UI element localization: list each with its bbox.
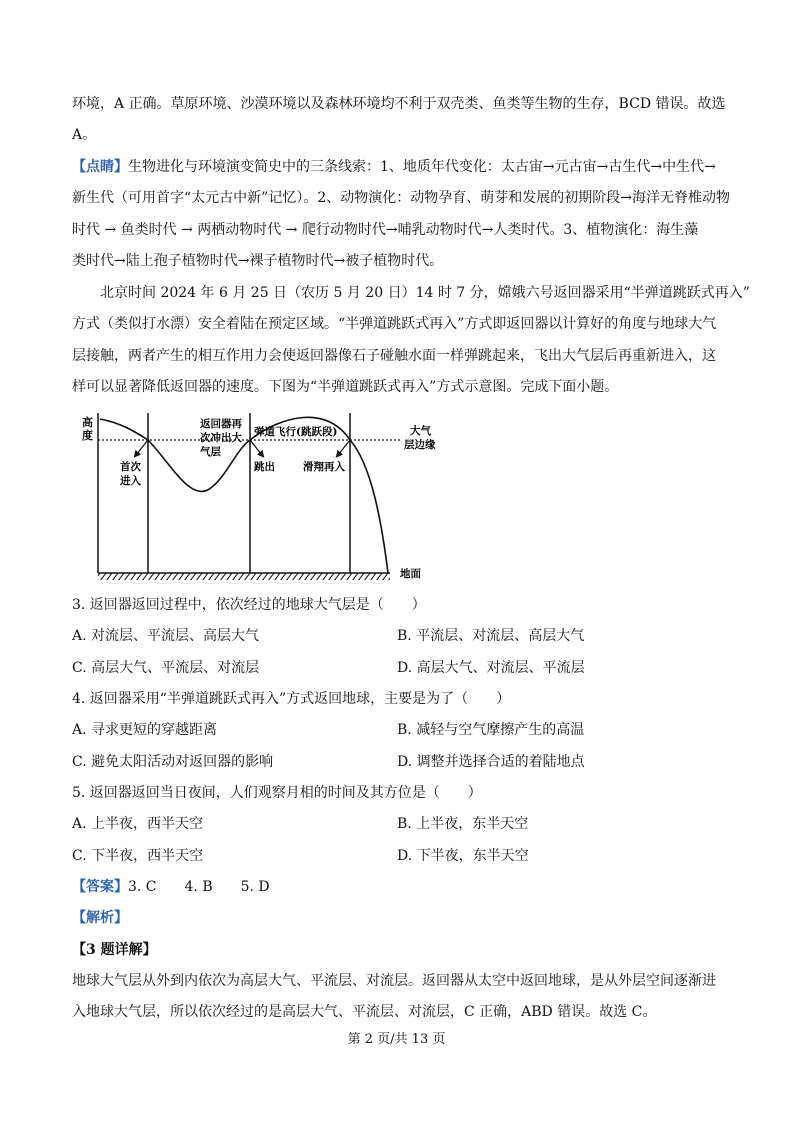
first-entry-label-2: 进入 xyxy=(120,475,141,487)
answer-line xyxy=(72,878,270,896)
semi-ballistic-reentry-diagram xyxy=(82,405,442,585)
q4-option-b: B. 减轻与空气摩擦产生的高温 xyxy=(397,722,585,738)
dianjing-line-4: 类时代→陆上孢子植物时代→裸子植物时代→被子植物时代。 xyxy=(72,253,444,269)
box-label-2: 次冲出大 xyxy=(200,432,242,444)
q3-option-a: A. 对流层、平流层、高层大气 xyxy=(72,628,260,644)
q5-option-b: B. 上半夜，东半天空 xyxy=(397,816,529,832)
passage-line-1: 北京时间 2024 年 6 月 25 日（农历 5 月 20 日）14 时 7 分，嫦娥六号返回器采用“半弹道跳跃式再入” xyxy=(100,285,750,301)
q3-option-d: D. 高层大气、对流层、平流层 xyxy=(397,660,585,676)
q5-option-c: C. 下半夜，西半天空 xyxy=(72,848,204,864)
dianjing-text-1: 生物进化与环境演变简史中的三条线索：1、地质年代变化：太古宙→元古宙→古生代→中生代→ xyxy=(128,159,716,175)
q3-detail-line-2: 入地球大气层，所以依次经过的是高层大气、平流层、对流层，C 正确，ABD 错误。故选 C。 xyxy=(72,1004,657,1020)
intro-line-1: 环境，A 正确。草原环境、沙漠环境以及森林环境均不利于双壳类、鱼类等生物的生存，BCD 错误。故选 xyxy=(72,96,726,112)
question-3-stem: 3. 返回器返回过程中，依次经过的地球大气层是（ ） xyxy=(72,597,426,613)
analysis-tag: 【解析】 xyxy=(72,910,128,926)
box-label-1: 返回器再 xyxy=(200,418,242,430)
q4-option-c: C. 避免太阳活动对返回器的影响 xyxy=(72,754,274,770)
q3-detail-tag: 【3 题详解】 xyxy=(72,942,157,958)
jump-out-label: 跳出 xyxy=(254,461,275,473)
first-entry-label-1: 首次 xyxy=(120,461,141,473)
box-label-3: 气层 xyxy=(200,446,221,458)
q4-option-d: D. 调整并选择合适的着陆地点 xyxy=(397,754,585,770)
dianjing-line-2: 新生代（可用首字“太元古中新”记忆）。2、动物演化：动物孕育、萌芽和发展的初期阶段→海洋无脊椎动物 xyxy=(72,190,730,206)
question-5-stem: 5. 返回器返回当日夜间，人们观察月相的时间及其方位是（ ） xyxy=(72,785,482,801)
dianjing-line-3: 时代 → 鱼类时代 → 两栖动物时代 → 爬行动物时代→哺乳动物时代→人类时代。3、植物演化：海生藻 xyxy=(72,222,699,238)
glide-reentry-label: 滑翔再入 xyxy=(303,461,345,473)
jump-out-arrow xyxy=(250,440,262,455)
first-entry-arrow xyxy=(136,440,148,455)
glide-reentry-arrow xyxy=(338,440,350,455)
q3-option-c: C. 高层大气、平流层、对流层 xyxy=(72,660,260,676)
ground-label: 地面 xyxy=(400,568,421,580)
y-axis-label-1: 高 xyxy=(82,416,93,429)
page-footer: 第 2 页/共 13 页 xyxy=(347,1032,446,1047)
q4-option-a: A. 寻求更短的穿越距离 xyxy=(72,722,218,738)
atmosphere-label-1: 大气 xyxy=(410,425,431,437)
passage-line-3: 层接触，两者产生的相互作用力会使返回器像石子碰触水面一样弹跳起来，飞出大气层后再重新进入，这 xyxy=(72,348,716,364)
y-axis-label-2: 度 xyxy=(82,429,93,442)
q3-option-b: B. 平流层、对流层、高层大气 xyxy=(397,628,585,644)
q3-detail-line-1: 地球大气层从外到内依次为高层大气、平流层、对流层。返回器从太空中返回地球，是从外层空间逐渐进 xyxy=(72,973,716,989)
passage-line-4: 样可以显著降低返回器的速度。下图为“半弹道跳跃式再入”方式示意图。完成下面小题。 xyxy=(72,379,619,395)
reentry-trajectory xyxy=(100,417,388,573)
question-4-stem: 4. 返回器采用“半弹道跳跃式再入”方式返回地球，主要是为了（ ） xyxy=(72,691,511,707)
dianjing-line-1 xyxy=(72,158,716,176)
atmosphere-label-2: 层边缘 xyxy=(404,439,436,451)
passage-line-2: 方式（类似打水漂）安全着陆在预定区域。“半弹道跳跃式再入”方式即返回器以计算好的角度与地球大气 xyxy=(72,316,717,332)
answer-text: 3. C 4. B 5. D xyxy=(128,879,270,895)
dianjing-tag: 【点睛】 xyxy=(72,159,128,175)
flight-label: 弹道飞行(跳跃段) xyxy=(254,426,338,438)
ground-hatch xyxy=(98,573,390,580)
intro-line-2: A。 xyxy=(72,127,97,143)
answer-tag: 【答案】 xyxy=(72,879,128,895)
q5-option-a: A. 上半夜，西半天空 xyxy=(72,816,204,832)
q5-option-d: D. 下半夜，东半天空 xyxy=(397,848,529,864)
